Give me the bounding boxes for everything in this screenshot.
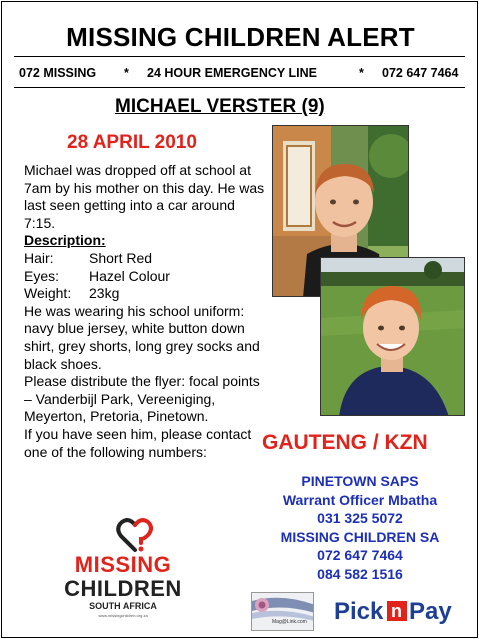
hotline-separator: *: [124, 66, 129, 80]
heart-question-icon: [115, 514, 155, 554]
contact-line: 072 647 7464: [317, 547, 403, 563]
pnp-n-text: n: [391, 601, 402, 621]
logo-children-text: CHILDREN: [64, 576, 182, 601]
contact-prompt: If you have seen him, please contact one of the following numbers:: [24, 425, 252, 460]
hotline-separator: *: [359, 66, 364, 80]
missing-children-logo: [57, 514, 193, 626]
hotline-label: 24 HOUR EMERGENCY LINE: [147, 66, 317, 80]
flyer-title: MISSING CHILDREN ALERT: [66, 22, 415, 52]
detail-key: Hair:: [24, 249, 54, 266]
detail-value: Short Red: [89, 249, 153, 266]
contact-line: MISSING CHILDREN SA: [280, 528, 440, 545]
detail-row: [24, 285, 266, 303]
detail-row: [24, 250, 266, 268]
distribute-text: Please distribute the flyer: focal points – Vanderbijl Park, Vereeniging, Meyerton, Pretoria, Pinetown.: [24, 373, 260, 425]
contact-line: Warrant Officer Mbatha: [282, 491, 438, 508]
logo-url-text: www.missingchildren.org.za: [98, 613, 148, 618]
intro-text: Michael was dropped off at school at 7am by his mother on this day. He was last seen getting into a car around 7:15.: [24, 162, 265, 231]
maglink-logo-graphic: [252, 593, 314, 631]
contact-list: [260, 472, 460, 583]
region-heading: GAUTENG / KZN: [262, 431, 428, 454]
missing-date: 28 APRIL 2010: [67, 132, 197, 153]
detail-key: Eyes:: [24, 267, 60, 284]
logo-country-text: SOUTH AFRICA: [89, 601, 157, 611]
child-photo-2: [320, 257, 465, 416]
pnp-pick-text: Pick: [334, 598, 384, 624]
child-name: MICHAEL VERSTER (9): [115, 96, 325, 117]
sponsor-logo-maglink: [251, 592, 314, 631]
clothing-text: He was wearing his school uniform: navy blue jersey, white button down shirt, grey shorts, long grey socks and black shoes.: [24, 302, 260, 372]
missing-child-flyer: [1, 1, 478, 638]
contact-line: PINETOWN SAPS: [301, 473, 419, 489]
detail-key: Weight:: [24, 285, 72, 302]
hotline-sms: 072 MISSING: [19, 66, 97, 80]
description-block: [24, 162, 266, 461]
pnp-pay-text: Pay: [409, 598, 452, 624]
contact-line: 084 582 1516: [317, 565, 403, 582]
contact-line: 031 325 5072: [317, 510, 403, 526]
description-label: Description:: [24, 232, 106, 249]
detail-value: Hazel Colour: [89, 267, 170, 284]
logo-missing-text: MISSING: [74, 552, 172, 577]
divider-top: [14, 56, 465, 57]
maglink-text: Mag@Link.com: [272, 619, 307, 625]
pick-n-pay-logo: [334, 596, 462, 624]
detail-row: [24, 268, 266, 286]
child-photo-2-image: [321, 258, 465, 416]
hotline-number: 072 647 7464: [382, 66, 459, 80]
detail-value: 23kg: [89, 285, 120, 302]
divider-bottom: [14, 87, 465, 88]
